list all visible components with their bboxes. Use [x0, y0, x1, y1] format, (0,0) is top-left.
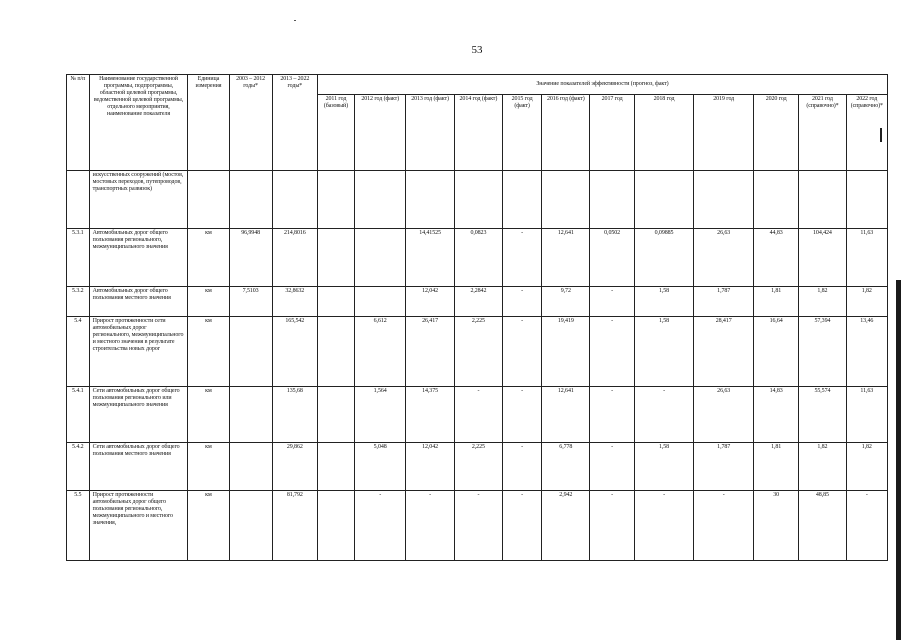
header-group-title: Значение показателей эффективности (прогноз, факт) — [317, 75, 887, 95]
row-value: - — [406, 491, 454, 561]
row-2013-2022 — [272, 171, 317, 229]
table-row — [67, 287, 888, 317]
row-value: 48,85 — [799, 491, 846, 561]
header-year: 2020 год — [754, 95, 799, 171]
row-2003-2012 — [229, 443, 272, 491]
row-value: 11,63 — [846, 229, 887, 287]
row-value: - — [454, 491, 502, 561]
row-name: Автомобильных дорог общего пользования регионального, межмуниципального значения — [89, 229, 188, 287]
scan-edge-mark — [880, 128, 882, 142]
row-2013-2022: 165,542 — [272, 317, 317, 387]
row-value: 5,048 — [354, 443, 405, 491]
header-year: 2015 год (факт) — [503, 95, 542, 171]
row-value: 9,72 — [542, 287, 590, 317]
row-value — [754, 171, 799, 229]
row-value: 2,225 — [454, 317, 502, 387]
row-value: - — [503, 317, 542, 387]
scan-edge-bar — [896, 280, 901, 640]
row-value: 1,82 — [846, 287, 887, 317]
row-value: 0,0502 — [590, 229, 634, 287]
row-value: 26,63 — [694, 387, 754, 443]
row-num: 5.5 — [67, 491, 90, 561]
row-value — [354, 171, 405, 229]
row-value: - — [694, 491, 754, 561]
indicators-table — [66, 74, 888, 561]
row-unit: км — [188, 491, 229, 561]
row-value — [634, 171, 694, 229]
row-value: 104,424 — [799, 229, 846, 287]
row-value: 55,574 — [799, 387, 846, 443]
header-unit: Единица измерения — [188, 75, 229, 171]
row-name: Сети автомобильных дорог общего пользования регионального или межмуниципального значения — [89, 387, 188, 443]
row-value: - — [590, 387, 634, 443]
row-value — [354, 287, 405, 317]
row-value: 14,41525 — [406, 229, 454, 287]
row-value: 12,042 — [406, 443, 454, 491]
row-num: 5.4.2 — [67, 443, 90, 491]
header-year: 2019 год — [694, 95, 754, 171]
row-value — [406, 171, 454, 229]
table-row — [67, 171, 888, 229]
header-name: Наименование государственной программы, подпрограммы, областной целевой программы, ведомственной целевой программы, отдельного мероприятия, наименование показателя — [89, 75, 188, 171]
row-value: 14,375 — [406, 387, 454, 443]
row-value: - — [354, 491, 405, 561]
row-num: 5.3.1 — [67, 229, 90, 287]
header-year: 2016 год (факт) — [542, 95, 590, 171]
row-value — [454, 171, 502, 229]
row-value: 0,09885 — [634, 229, 694, 287]
row-value: 2,225 — [454, 443, 502, 491]
table-row — [67, 387, 888, 443]
row-value: - — [590, 491, 634, 561]
row-2013-2022: 29,862 — [272, 443, 317, 491]
header-year: 2014 год (факт) — [454, 95, 502, 171]
row-name: Прирост протяженности автомобильных дорог общего пользования регионального, межмуниципального и местного значения, — [89, 491, 188, 561]
row-value: 1,58 — [634, 317, 694, 387]
row-2013-2022: 214,8016 — [272, 229, 317, 287]
header-year: 2022 год (справочно)* — [846, 95, 887, 171]
row-value: - — [590, 443, 634, 491]
row-value — [590, 171, 634, 229]
row-value: 1,82 — [846, 443, 887, 491]
row-2003-2012 — [229, 317, 272, 387]
row-value: 57,394 — [799, 317, 846, 387]
row-2013-2022: 81,792 — [272, 491, 317, 561]
row-unit: км — [188, 229, 229, 287]
row-value — [846, 171, 887, 229]
row-value — [542, 171, 590, 229]
row-value: 12,641 — [542, 387, 590, 443]
row-value — [317, 287, 354, 317]
row-value: 1,81 — [754, 443, 799, 491]
row-name: искусственных сооружений (мостов, мостовых переходов, путепроводов, транспортных развязок) — [89, 171, 188, 229]
row-value: - — [503, 387, 542, 443]
row-value: 28,417 — [694, 317, 754, 387]
row-2013-2022: 135,68 — [272, 387, 317, 443]
row-value — [317, 171, 354, 229]
row-unit — [188, 171, 229, 229]
table-row — [67, 491, 888, 561]
row-value — [694, 171, 754, 229]
row-value: 44,83 — [754, 229, 799, 287]
table-row — [67, 229, 888, 287]
row-value — [317, 387, 354, 443]
row-value: 1,787 — [694, 287, 754, 317]
row-value: 6,612 — [354, 317, 405, 387]
row-unit: км — [188, 443, 229, 491]
row-value: 12,641 — [542, 229, 590, 287]
row-name: Автомобильных дорог общего пользования местного значения — [89, 287, 188, 317]
row-value: - — [454, 387, 502, 443]
row-value: 0,0823 — [454, 229, 502, 287]
row-value — [317, 491, 354, 561]
row-2003-2012 — [229, 171, 272, 229]
header-2013-2022: 2013 – 2022 годы* — [272, 75, 317, 171]
header-year: 2012 год (факт) — [354, 95, 405, 171]
row-value — [317, 229, 354, 287]
row-value: 2,2842 — [454, 287, 502, 317]
scan-speck — [294, 20, 296, 21]
row-value: 1,564 — [354, 387, 405, 443]
row-value: 14,83 — [754, 387, 799, 443]
page-number: 53 — [471, 44, 483, 56]
row-value: - — [503, 443, 542, 491]
row-unit: км — [188, 317, 229, 387]
row-value: 6,778 — [542, 443, 590, 491]
row-value — [354, 229, 405, 287]
row-value: - — [846, 491, 887, 561]
row-unit: км — [188, 287, 229, 317]
row-value: 13,46 — [846, 317, 887, 387]
row-value — [799, 171, 846, 229]
table-row — [67, 317, 888, 387]
row-value: 11,63 — [846, 387, 887, 443]
table-row — [67, 443, 888, 491]
row-value: 1,82 — [799, 443, 846, 491]
row-value: 1,82 — [799, 287, 846, 317]
row-name: Прирост протяженности сети автомобильных дорог регионального, межмуниципального и местного значения в результате строительства новых дорог — [89, 317, 188, 387]
row-2013-2022: 32,8632 — [272, 287, 317, 317]
header-2003-2012: 2003 – 2012 годы* — [229, 75, 272, 171]
row-value: - — [634, 491, 694, 561]
row-value: 1,81 — [754, 287, 799, 317]
row-unit: км — [188, 387, 229, 443]
row-value: - — [503, 287, 542, 317]
header-year: 2013 год (факт) — [406, 95, 454, 171]
row-value: 26,417 — [406, 317, 454, 387]
row-num: 5.4 — [67, 317, 90, 387]
header-year: 2011 год (базовый) — [317, 95, 354, 171]
row-value — [503, 171, 542, 229]
row-value: 16,64 — [754, 317, 799, 387]
row-value: 26,63 — [694, 229, 754, 287]
header-year: 2021 год (справочно)* — [799, 95, 846, 171]
row-2003-2012: 7,5103 — [229, 287, 272, 317]
row-value: 30 — [754, 491, 799, 561]
row-value: 1,58 — [634, 443, 694, 491]
header-row — [67, 75, 888, 95]
row-value — [317, 317, 354, 387]
row-num: 5.4.1 — [67, 387, 90, 443]
row-value: 1,787 — [694, 443, 754, 491]
row-num: 5.3.2 — [67, 287, 90, 317]
header-year: 2018 год — [634, 95, 694, 171]
row-value: 2,942 — [542, 491, 590, 561]
row-name: Сети автомобильных дорог общего пользования местного значения — [89, 443, 188, 491]
row-value: 12,042 — [406, 287, 454, 317]
row-value: 1,58 — [634, 287, 694, 317]
row-value: - — [634, 387, 694, 443]
row-2003-2012: 96,9948 — [229, 229, 272, 287]
row-value — [317, 443, 354, 491]
row-value: - — [503, 491, 542, 561]
header-year: 2017 год — [590, 95, 634, 171]
row-value: 19,419 — [542, 317, 590, 387]
row-2003-2012 — [229, 491, 272, 561]
row-2003-2012 — [229, 387, 272, 443]
row-num — [67, 171, 90, 229]
row-value: - — [503, 229, 542, 287]
row-value: - — [590, 287, 634, 317]
row-value: - — [590, 317, 634, 387]
header-num: № п/п — [67, 75, 90, 171]
